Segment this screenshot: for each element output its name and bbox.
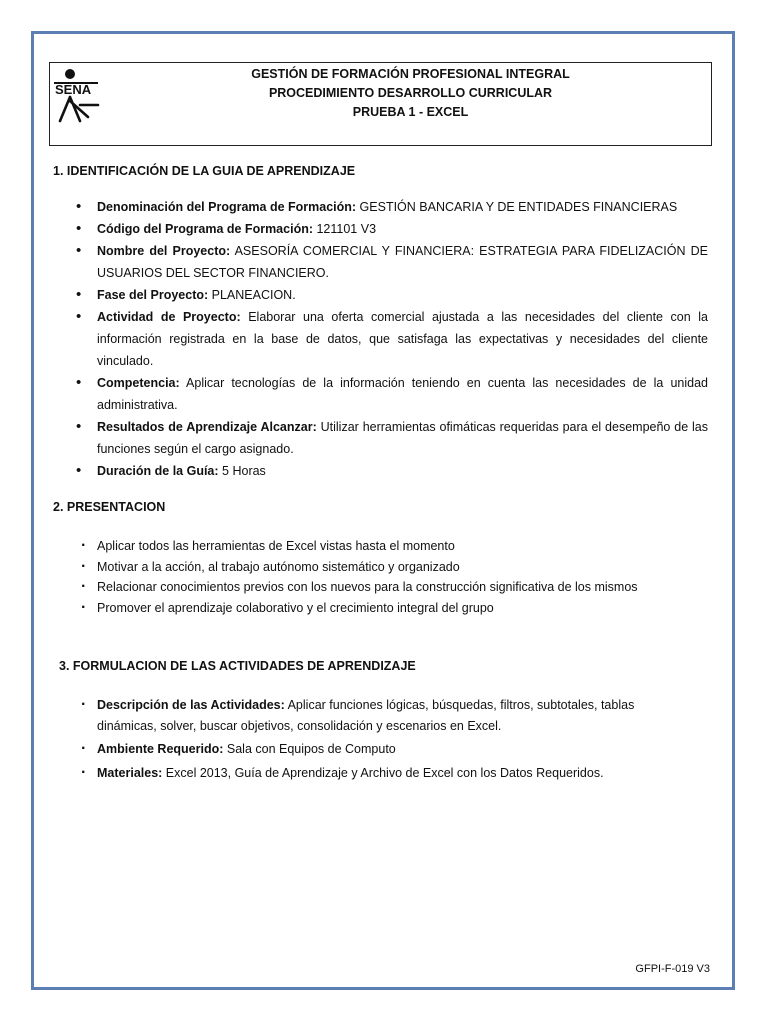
- section-1-list: [74, 196, 708, 482]
- list-item: · Motivar a la acción, al trabajo autónomo sistemático y organizado: [78, 557, 718, 578]
- section-2-list: [78, 536, 718, 618]
- section-2-title: 2. PRESENTACION: [53, 500, 166, 514]
- list-item: • Denominación del Programa de Formación: GESTIÓN BANCARIA Y DE ENTIDADES FINANCIERAS: [74, 196, 708, 218]
- logo-text: SENA: [55, 82, 92, 97]
- form-code: GFPI-F-019 V3: [635, 963, 710, 975]
- list-item: • Competencia: Aplicar tecnologías de la información teniendo en cuenta las necesidades de la unidad administrativa.: [74, 372, 708, 416]
- list-item: • Resultados de Aprendizaje Alcanzar: Utilizar herramientas ofimáticas requeridas para el desempeño de las funciones según el cargo asignado.: [74, 416, 708, 460]
- list-item: • Código del Programa de Formación: 121101 V3: [74, 218, 708, 240]
- header-line-2: PROCEDIMIENTO DESARROLLO CURRICULAR: [268, 86, 553, 100]
- document-header: [49, 62, 712, 146]
- list-item: • Duración de la Guía: 5 Horas: [74, 460, 708, 482]
- section-3-list: [78, 695, 688, 783]
- list-item: • Actividad de Proyecto: Elaborar una oferta comercial ajustada a las necesidades del cliente con la información registrada en la base de datos, que satisfaga las expectativas y necesidades del cliente vinculado.: [74, 306, 708, 372]
- section-1-title: 1. IDENTIFICACIÓN DE LA GUIA DE APRENDIZAJE: [53, 164, 356, 178]
- list-item: • Nombre del Proyecto: ASESORÍA COMERCIAL Y FINANCIERA: ESTRATEGIA PARA FIDELIZACIÓN DE USUARIOS DEL SECTOR FINANCIERO.: [74, 240, 708, 284]
- section-3-title: 3. FORMULACION DE LAS ACTIVIDADES DE APRENDIZAJE: [59, 659, 416, 673]
- list-item: · Relacionar conocimientos previos con los nuevos para la construcción significativa de los mismos: [78, 577, 718, 598]
- sena-logo: [54, 67, 110, 129]
- list-item: · Descripción de las Actividades: Aplicar funciones lógicas, búsquedas, filtros, subtotales, tablas dinámicas, solver, buscar objetivos, consolidación y escenarios en Excel.: [78, 695, 688, 736]
- list-item: • Fase del Proyecto: PLANEACION.: [74, 284, 708, 306]
- header-line-3: PRUEBA 1 - EXCEL: [352, 105, 469, 119]
- list-item: · Promover el aprendizaje colaborativo y el crecimiento integral del grupo: [78, 598, 718, 619]
- header-line-1: GESTIÓN DE FORMACIÓN PROFESIONAL INTEGRAL: [251, 67, 570, 81]
- list-item: · Ambiente Requerido: Sala con Equipos de Computo: [78, 739, 688, 760]
- list-item: · Materiales: Excel 2013, Guía de Aprendizaje y Archivo de Excel con los Datos Requeridos.: [78, 763, 688, 784]
- list-item: · Aplicar todos las herramientas de Excel vistas hasta el momento: [78, 536, 718, 557]
- sena-logo-icon: [54, 67, 110, 129]
